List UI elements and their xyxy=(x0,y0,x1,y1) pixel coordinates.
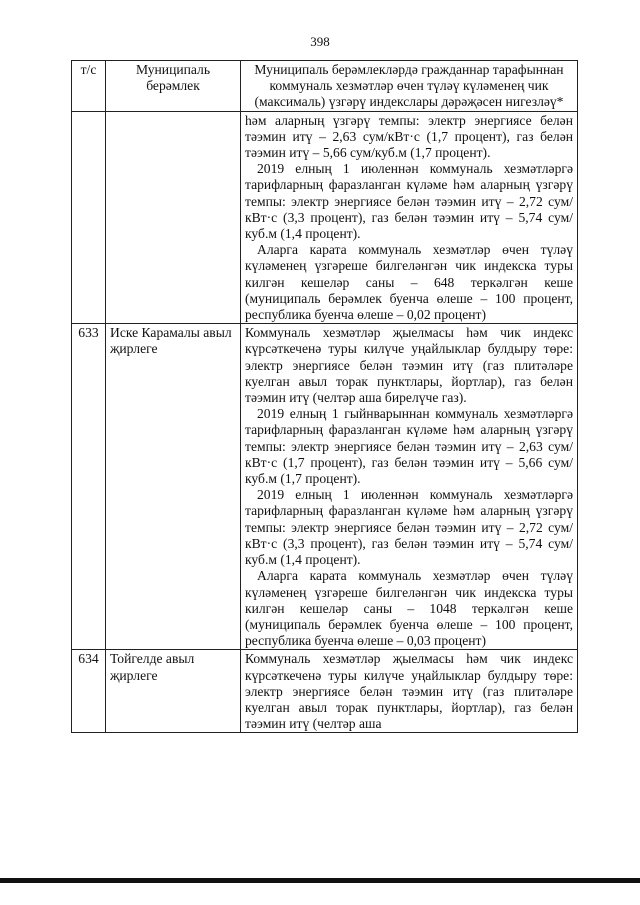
table-row xyxy=(72,111,578,324)
row-paragraph: Аларга карата коммуналь хезмәтләр өчен түләү күләменең үзгәреше билгеләнгән чик индекска туры килгән кешеләр саны – 1048 теркәлгән кеше (муниципаль берәмлек буенча өлеше – 100 процент, республика буенча өлеше – 0,03 процент) xyxy=(245,568,573,649)
row-municipality: Тойгелде авыл җирлеге xyxy=(106,650,241,733)
row-paragraph: һәм аларның үзгәрү темпы: электр энергиясе белән тәэмин итү – 2,63 сум/кВт·с (1,7 процент), газ белән тәэмин итү – 5,66 сум/куб.м (1,7 процент). xyxy=(245,112,573,161)
row-description xyxy=(241,324,578,650)
row-paragraph: 2019 елның 1 гыйнварыннан коммуналь хезмәтләргә тарифларның фаразланган күләме һәм аларның үзгәрү темпы: электр энергиясе белән тәэмин итү – 2,63 сум/кВт·с (1,7 процент), газ белән тәэмин итү – 5,66 сум/куб.м (1,7 процент). xyxy=(245,406,573,487)
row-description xyxy=(241,650,578,733)
row-number: 634 xyxy=(72,650,106,733)
row-paragraph: 2019 елның 1 июленнән коммуналь хезмәтләргә тарифларның фаразланган күләме һәм аларның үзгәрү темпы: электр энергиясе белән тәэмин итү – 2,72 сум/кВт·с (3,3 процент), газ белән тәэмин итү – 5,74 сум/куб.м (1,4 процент). xyxy=(245,161,573,242)
row-paragraph: Коммуналь хезмәтләр җыелмасы һәм чик индекс күрсәткеченә туры килүче уңайлыклар булдыру төре: электр энергиясе белән тәэмин итү (газ плитәләре куелган авыл торак пунктлары, йортлар), газ белән тәэмин итү (челтәр аша бирелүче газ). xyxy=(245,325,573,406)
table-row xyxy=(72,324,578,650)
header-number: т/с xyxy=(72,61,106,112)
row-number: 633 xyxy=(72,324,106,650)
row-municipality xyxy=(106,111,241,324)
bottom-scan-border xyxy=(0,878,640,883)
header-description: Муниципаль берәмлекләрдә гражданнар тарафыннан коммуналь хезмәтләр өчен түләү күләменең чик (максималь) үзгәрү индекслары дәрәҗәсен нигезләү* xyxy=(241,61,578,112)
row-number xyxy=(72,111,106,324)
page-number: 398 xyxy=(310,34,330,49)
header-municipality: Муниципаль берәмлек xyxy=(106,61,241,112)
table-header-row xyxy=(72,61,578,112)
table-row xyxy=(72,650,578,733)
row-description xyxy=(241,111,578,324)
tariff-table xyxy=(71,60,578,733)
row-paragraph: 2019 елның 1 июленнән коммуналь хезмәтләргә тарифларның фаразланган күләме һәм аларның үзгәрү темпы: электр энергиясе белән тәэмин итү – 2,72 сум/кВт·с (3,3 процент), газ белән тәэмин итү – 5,74 сум/куб.м (1,4 процент). xyxy=(245,487,573,568)
row-paragraph: Аларга карата коммуналь хезмәтләр өчен түләү күләменең үзгәреше билгеләнгән чик индекска туры килгән кешеләр саны – 648 теркәлгән кеше (муниципаль берәмлек буенча өлеше – 100 процент, республика буенча өлеше – 0,02 процент) xyxy=(245,242,573,323)
row-municipality: Иске Карамалы авыл җирлеге xyxy=(106,324,241,650)
row-paragraph: Коммуналь хезмәтләр җыелмасы һәм чик индекс күрсәткеченә туры килүче уңайлыклар булдыру төре: электр энергиясе белән тәэмин итү (газ плитәләре куелган авыл торак пунктлары, йортлар), газ белән тәэмин итү (челтәр аша xyxy=(245,651,573,732)
